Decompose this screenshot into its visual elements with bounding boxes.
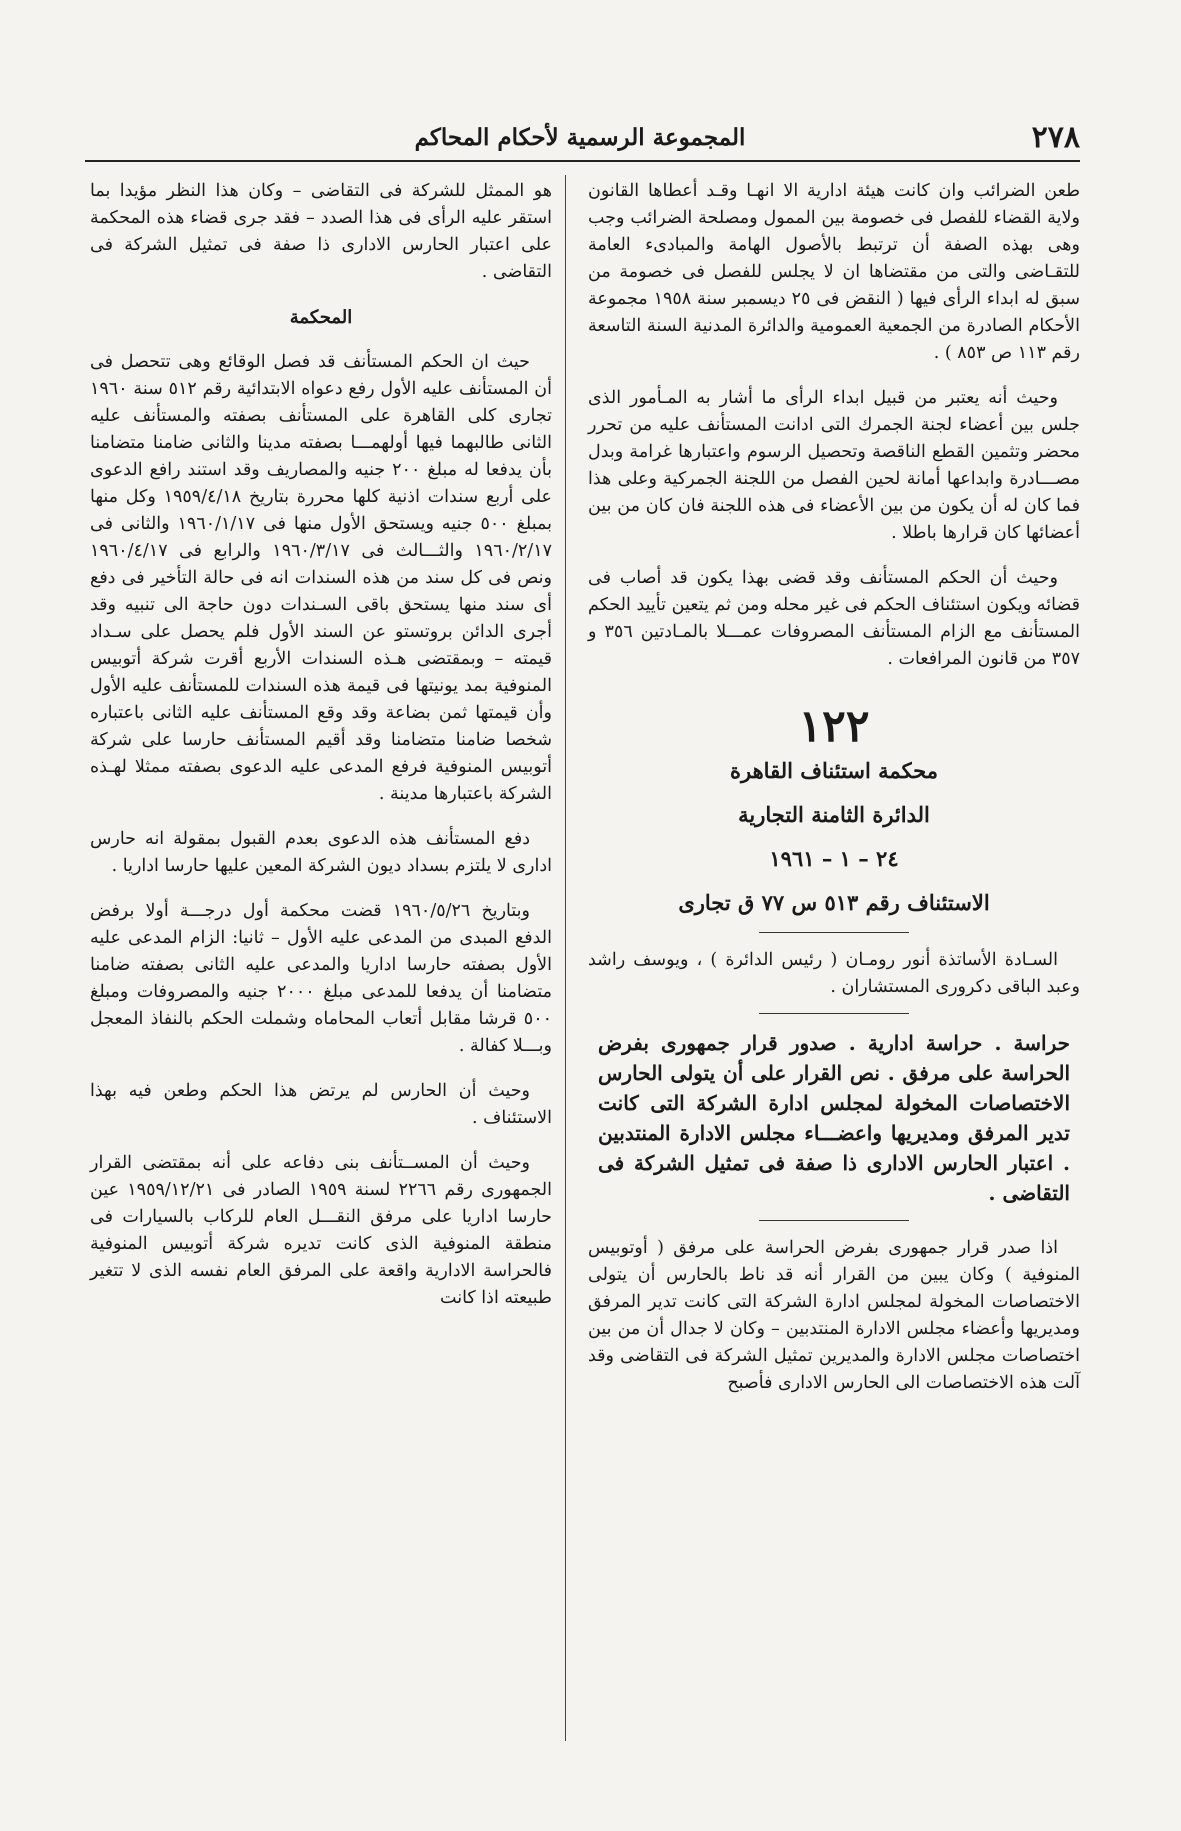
separator-rule xyxy=(759,932,909,933)
separator-rule xyxy=(759,1220,909,1221)
running-title: المجموعة الرسمية لأحكام المحاكم xyxy=(414,124,746,151)
judges-list: السـادة الأساتذة أنور رومـان ( رئيس الدائرة ) ، ويوسف راشد وعبد الباقى دكرورى المستشاران . xyxy=(588,950,1080,997)
paragraph: وحيث أنه يعتبر من قبيل ابداء الرأى ما أشار به المـأمور الذى جلس بين أعضاء لجنة الجمرك التى ادانت المستأنف عليه من تحرر محضر وتثمين القطع الناقصة وتحصيل الرسوم واعتبارها غرامة وبدل مصـــادرة وابداعها أمانة لحين الفصل من اللجنة الجمركية وعلى هذا فما كان له أن يكون من بين الأعضاء فى هذه اللجنة فان كان من بين أعضائها كان قرارها باطلا . xyxy=(588,388,1080,543)
closing-paragraph: اذا صدر قرار جمهورى بفرض الحراسة على مرفق ( أوتوبيس المنوفية ) وكان يبين من القرار أنه قد ناط بالحارس أن يتولى الاختصاصات المخولة لمجلس ادارة الشركة التى كانت تدير المرفق ومديريها وأعضاء مجلس الادارة المنتدبين – وكان لا جدال أن من بين اختصاصات مجلس الادارة والمديرين تمثيل الشركة فى التقاضى وقد آلت هذه الاختصاصات الى الحارس الادارى فأصبح xyxy=(588,1238,1080,1393)
paragraph: وبتاريخ ١٩٦٠/٥/٢٦ قضت محكمة أول درجـــة أولا برفض الدفع المبدى من المدعى عليه الأول – ثانيا: الزام المدعى عليه الأول بصفته حارسا اداريا والمدعى عليه الثانى بصفته ضامنا متضامنا أن يدفعا للمدعى مبلغ ٢٠٠٠ جنيه والمصروفات ومبلغ ٥٠٠ قرشا مقابل أتعاب المحاماه وشملت الحكم بالنفاذ المعجل وبـــلا كفالة . xyxy=(90,901,553,1056)
appeal-number: الاستئناف رقم ٥١٣ س ٧٧ ق تجارى xyxy=(678,890,990,915)
chamber-name: الدائرة الثامنة التجارية xyxy=(738,802,930,827)
page-header xyxy=(80,120,1080,160)
page-number: ٢٧٨ xyxy=(1031,120,1080,155)
paragraph: وحيث أن الحارس لم يرتض هذا الحكم وطعن فيه بهذا الاستئناف . xyxy=(90,1081,552,1128)
separator-rule xyxy=(759,1013,909,1014)
left-column xyxy=(90,178,552,1330)
paragraph: هو الممثل للشركة فى التقاضى – وكان هذا النظر مؤيدا بما استقر عليه الرأى فى هذا الصدد – فقد جرى قضاء هذه المحكمة على اعتبار الحارس الادارى ذا صفة فى تمثيل الشركة فى التقاضى . xyxy=(90,181,552,282)
headnote: حراسة . حراسة ادارية . صدور قرار جمهورى بفرض الحراسة على مرفق . نص القرار على أن يتولى الحارس الاختصاصات المخولة لمجلس ادارة الشركة التى كانت تدير المرفق ومديريها واعضـــاء مجلس الادارة المنتدبين . اعتبار الحارس الادارى ذا صفة فى تمثيل الشركة فى التقاضى . xyxy=(598,1031,1070,1205)
paragraph: حيث ان الحكم المستأنف قد فصل الوقائع وهى تتحصل فى أن المستأنف عليه الأول رفع دعواه الابتدائية رقم ٥١٢ سنة ١٩٦٠ تجارى كلى القاهرة على المستأنف بصفته والمستأنف عليه الثانى طالبهما فيها أولهمـــا بصفته مدينا والثانى ضامنا متضامنا بأن يدفعا له مبلغ ٢٠٠ جنيه والمصاريف وقد استند رافع الدعوى على أربع سندات اذنية كلها محررة بتاريخ ١٩٥٩/٤/١٨ وكل منها بمبلغ ٥٠٠ جنيه ويستحق الأول منها فى ١٩٦٠/١/١٧ والثانى فى ١٩٦٠/٢/١٧ والثـــالث فى ١٩٦٠/٣/١٧ والرابع فى ١٩٦٠/٤/١٧ ونص فى كل سند من هذه السندات انه فى حالة التأخير فى دفع أى سند منها يستحق باقى السـندات دون حاجة الى تنبيه وقد أجرى الدائن بروتستو عن السند الأول فلم يحصل على سـداد قيمته – وبمقتضى هـذه السندات الأربع أقرت شركة أتوبيس المنوفية بمد يونيتها فى قيمة هذه السندات للمستأنف عليه الأول وأن قيمتها ثمن بضاعة وقد وقع المستأنف عليه الثانى باعتباره شخصا ضامنا متضامنا وقد أقيم المستأنف حارسا على شركة أتوبيس المنوفية فرفع المدعى عليه الدعوى بصفته ممثلا لهـذه الشركة باعتبارها مدينة . xyxy=(90,352,553,804)
section-heading: المحكمة xyxy=(289,307,353,328)
paragraph: وحيث أن الحكم المستأنف وقد قضى بهذا يكون قد أصاب فى قضائه ويكون استئناف الحكم فى غير محله ومن ثم يتعين تأييد الحكم المستأنف مع الزام المستأنف المصروفات عمـــلا بالمـادتين ٣٥٦ و ٣٥٧ من قانون المرافعات . xyxy=(588,568,1081,669)
right-column xyxy=(588,178,1080,1415)
column-divider xyxy=(565,175,566,1741)
paragraph: دفع المستأنف هذه الدعوى بعدم القبول بمقولة انه حارس ادارى لا يلتزم بسداد ديون الشركة المعين عليها حارسا اداريا . xyxy=(90,829,552,876)
judgment-date: ٢٤ – ١ – ١٩٦١ xyxy=(769,846,899,871)
paragraph: وحيث أن المســتأنف بنى دفاعه على أنه بمقتضى القرار الجمهورى رقم ٢٢٦٦ لسنة ١٩٥٩ الصادر فى ١٩٥٩/١٢/٢١ عين حارسا اداريا على مرفق النقـــل العام للركاب بالسيارات فى منطقة المنوفية الذى كانت تديره شركة أتوبيس المنوفية فالحراسة الادارية واقعة على المرفق العام نفسه الذى لا تتغير طبيعته اذا كانت xyxy=(90,1153,553,1308)
header-rule xyxy=(85,160,1080,162)
case-number: ١٢٢ xyxy=(798,701,870,752)
court-name: محكمة استئناف القاهرة xyxy=(730,758,938,783)
paragraph: طعن الضرائب وان كانت هيئة ادارية الا انهـا وقـد أعطاها القانون ولاية القضاء للفصل فى خصومة بين الممول ومصلحة الضرائب وجب وهى بهذه الصفة أن ترتبط بالأصول الهامة والمبادىء العامة للتقـاضى والتى من مقتضاها ان لا يجلس للفصل فى خصومة من سبق له ابداء الرأى فيها ( النقض فى ٢٥ ديسمبر سنة ١٩٥٨ مجموعة الأحكام الصادرة من الجمعية العمومية والدائرة المدنية السنة التاسعة رقم ١١٣ ص ٨٥٣ ) . xyxy=(588,181,1081,363)
